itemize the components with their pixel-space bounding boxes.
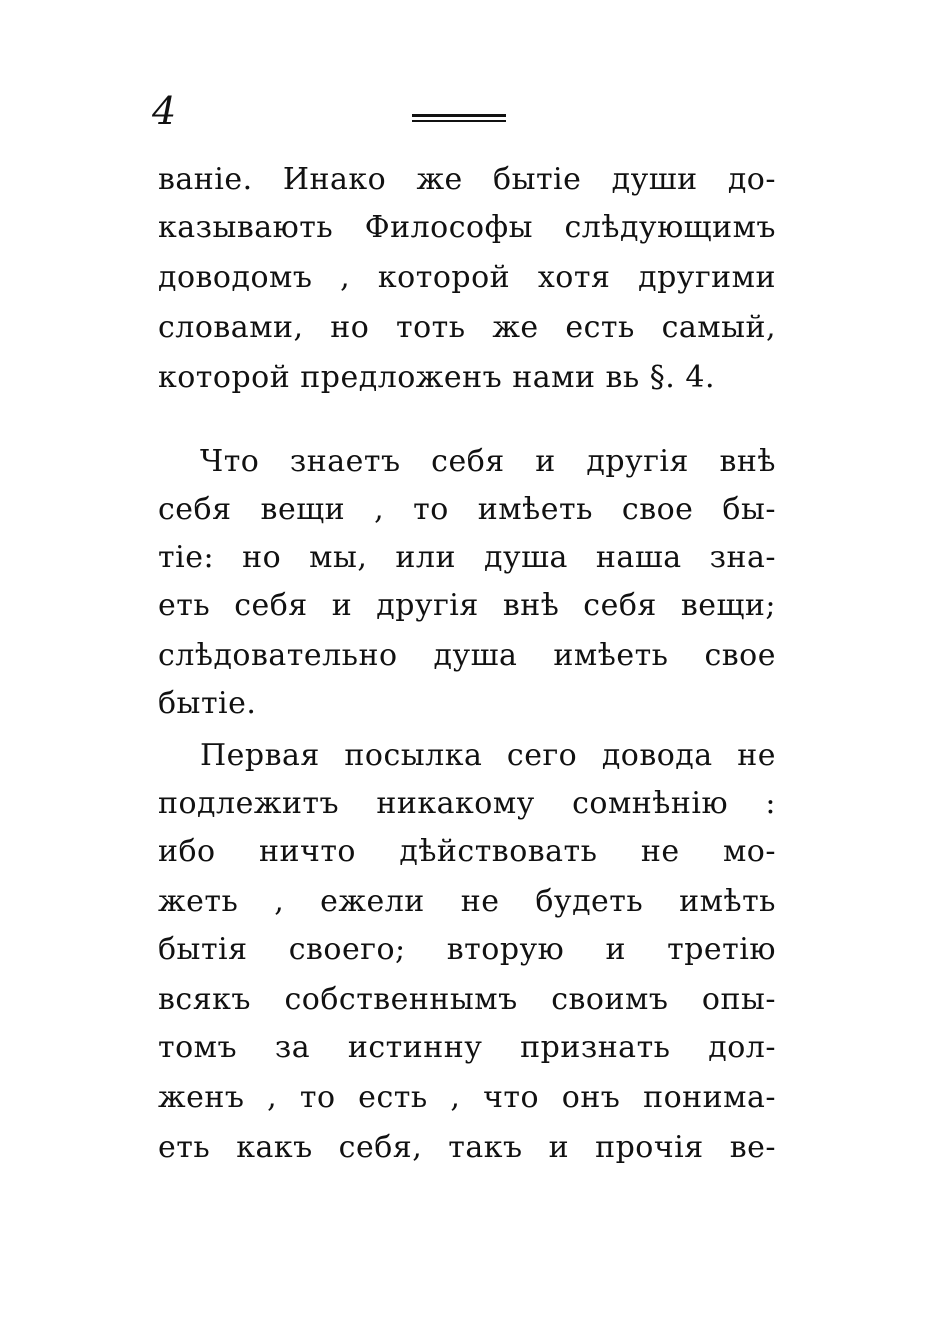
text-line: ибо ничто дѣйствовать не мо- — [158, 834, 776, 869]
text-line: себя вещи , то имѣеть свое бы- — [158, 492, 776, 527]
header-rule-bar — [412, 120, 506, 122]
text-line: тiе: но мы, или душа наша зна- — [158, 540, 776, 575]
text-line: слѣдовательно душа имѣеть свое — [158, 638, 776, 673]
text-line: бытiе. — [158, 686, 257, 721]
text-line: Что знаетъ себя и другiя внѣ — [200, 444, 776, 479]
page-number: 4 — [152, 89, 177, 133]
text-line: доводомъ , которой хотя другими — [158, 260, 776, 295]
text-line: томъ за истинну признать дол- — [158, 1030, 776, 1065]
text-line: жеть , ежели не будеть имѣть — [158, 884, 776, 919]
header-rule — [412, 114, 506, 124]
header-rule-bar — [412, 114, 506, 117]
text-line: всякъ собственнымъ своимъ опы- — [158, 982, 776, 1017]
text-line: Первая посылка сего довода не — [200, 738, 776, 773]
text-line: казывають Философы слѣдующимъ — [158, 210, 776, 245]
text-line: еть какъ себя, такъ и прочiя ве- — [158, 1130, 776, 1165]
text-line: подлежитъ никакому сомнѣнiю : — [158, 786, 776, 821]
text-line: ванiе. Инако же бытiе души до- — [158, 162, 776, 197]
text-line: бытiя своего; вторую и третiю — [158, 932, 776, 967]
text-line: которой предложенъ нами вь §. 4. — [158, 360, 715, 395]
text-line: еть себя и другiя внѣ себя вещи; — [158, 588, 776, 623]
text-line: женъ , то есть , что онъ понима- — [158, 1080, 776, 1115]
text-line: словами, но тоть же есть самый, — [158, 310, 776, 345]
